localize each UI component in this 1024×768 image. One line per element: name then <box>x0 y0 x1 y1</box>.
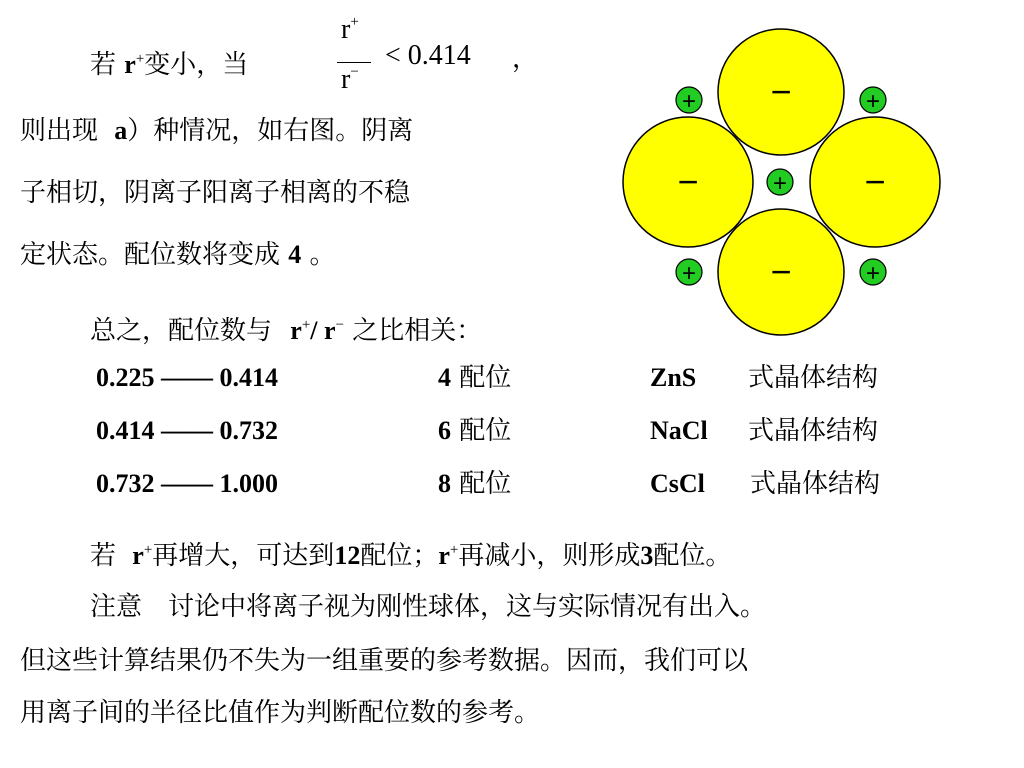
text: 。 <box>309 240 336 270</box>
cation-bottom-left <box>676 259 702 287</box>
table-row-coord <box>438 416 511 446</box>
text: 定状态。配位数将变成 <box>20 240 281 270</box>
table-row-range: 0.414 —— 0.732 <box>96 416 278 445</box>
radius-ratio-fraction <box>335 10 535 105</box>
plus-sup: + <box>301 317 311 333</box>
table-row-coord <box>438 469 511 499</box>
para1-line1 <box>90 44 248 80</box>
cation-top-right <box>860 87 886 115</box>
table-row-range: 0.225 —— 0.414 <box>96 363 278 392</box>
fraction-bar <box>337 62 371 63</box>
text: 若 <box>90 541 117 571</box>
summary-line <box>90 310 482 346</box>
num-sign: + <box>350 14 359 30</box>
cation-sign: + <box>772 170 788 197</box>
plus-sup: + <box>135 51 145 67</box>
ratio-slash: / r <box>310 316 336 345</box>
plus-sup: + <box>143 542 153 558</box>
coord-number: 8 <box>438 469 451 498</box>
text: 总之，配位数与 <box>90 316 273 346</box>
r-symbol: r <box>438 541 450 570</box>
coord-number: 3 <box>640 541 654 570</box>
cation-sign: + <box>865 260 881 287</box>
para1-line3: 子相切，阴离子阳离子相离的不稳 <box>20 178 411 208</box>
coord-label: 配位 <box>459 469 512 499</box>
text: 配位； <box>360 541 439 571</box>
text: 之比相关： <box>352 316 483 346</box>
cation-sign: + <box>681 88 697 115</box>
r-symbol: r <box>290 316 302 345</box>
text: 则出现 <box>20 116 99 146</box>
case-a: a <box>114 116 128 145</box>
note-line1: 注意 讨论中将离子视为刚性球体，这与实际情况有出入。 <box>90 592 767 622</box>
anion-sign: − <box>770 71 792 112</box>
anion-sign: − <box>770 251 792 292</box>
fraction-numerator <box>341 14 359 46</box>
r-symbol: r <box>124 50 136 79</box>
anion-top <box>718 29 844 155</box>
anion-bottom <box>718 209 844 335</box>
table-row-structure: 式晶体结构 <box>748 363 879 393</box>
para1-line2 <box>20 116 413 146</box>
text: 再减小，则形成 <box>458 541 641 571</box>
table-row-formula: NaCl <box>650 416 708 445</box>
table-row-formula: CsCl <box>650 469 705 498</box>
coord-label: 配位 <box>459 363 512 393</box>
coord-number: 4 <box>438 363 451 392</box>
note-line2: 但这些计算结果仍不失为一组重要的参考数据。因而，我们可以 <box>20 646 749 676</box>
note-line3: 用离子间的半径比值作为判断配位数的参考。 <box>20 698 541 728</box>
para1-line4 <box>20 240 336 270</box>
coord-number: 6 <box>438 416 451 445</box>
plus-sup: + <box>449 542 459 558</box>
den-sign: − <box>350 64 359 80</box>
text: 若 <box>90 50 117 80</box>
cation-sign: + <box>681 260 697 287</box>
r-symbol: r <box>132 541 144 570</box>
cation-sign: + <box>865 88 881 115</box>
ion-packing-diagram <box>600 10 960 350</box>
text: 再增大，可达到 <box>152 541 335 571</box>
para1-comma: ， <box>512 44 539 74</box>
table-row-structure: 式晶体结构 <box>750 469 881 499</box>
anion-left <box>623 117 753 247</box>
den-r: r <box>341 64 351 95</box>
cation-center <box>767 169 793 197</box>
coord-number: 12 <box>334 541 361 570</box>
fraction-relation: < 0.414 <box>385 40 471 71</box>
table-row-range: 0.732 —— 1.000 <box>96 469 278 498</box>
text: 变小，当 <box>144 50 249 80</box>
coord-label: 配位 <box>459 416 512 446</box>
num-r: r <box>341 14 351 45</box>
fraction-denominator <box>341 64 359 96</box>
cation-top-left <box>676 87 702 115</box>
cation-bottom-right <box>860 259 886 287</box>
minus-sup: − <box>335 317 345 333</box>
table-row-formula: ZnS <box>650 363 697 392</box>
anion-sign: − <box>677 161 699 202</box>
coord-number: 4 <box>288 240 302 269</box>
anion-sign: − <box>864 161 886 202</box>
table-row-structure: 式晶体结构 <box>748 416 879 446</box>
para2-line <box>90 535 731 571</box>
text: ）种情况，如右图。阴离 <box>127 116 414 146</box>
anion-right <box>810 117 940 247</box>
table-row-coord <box>438 363 511 393</box>
text: 配位。 <box>653 541 732 571</box>
